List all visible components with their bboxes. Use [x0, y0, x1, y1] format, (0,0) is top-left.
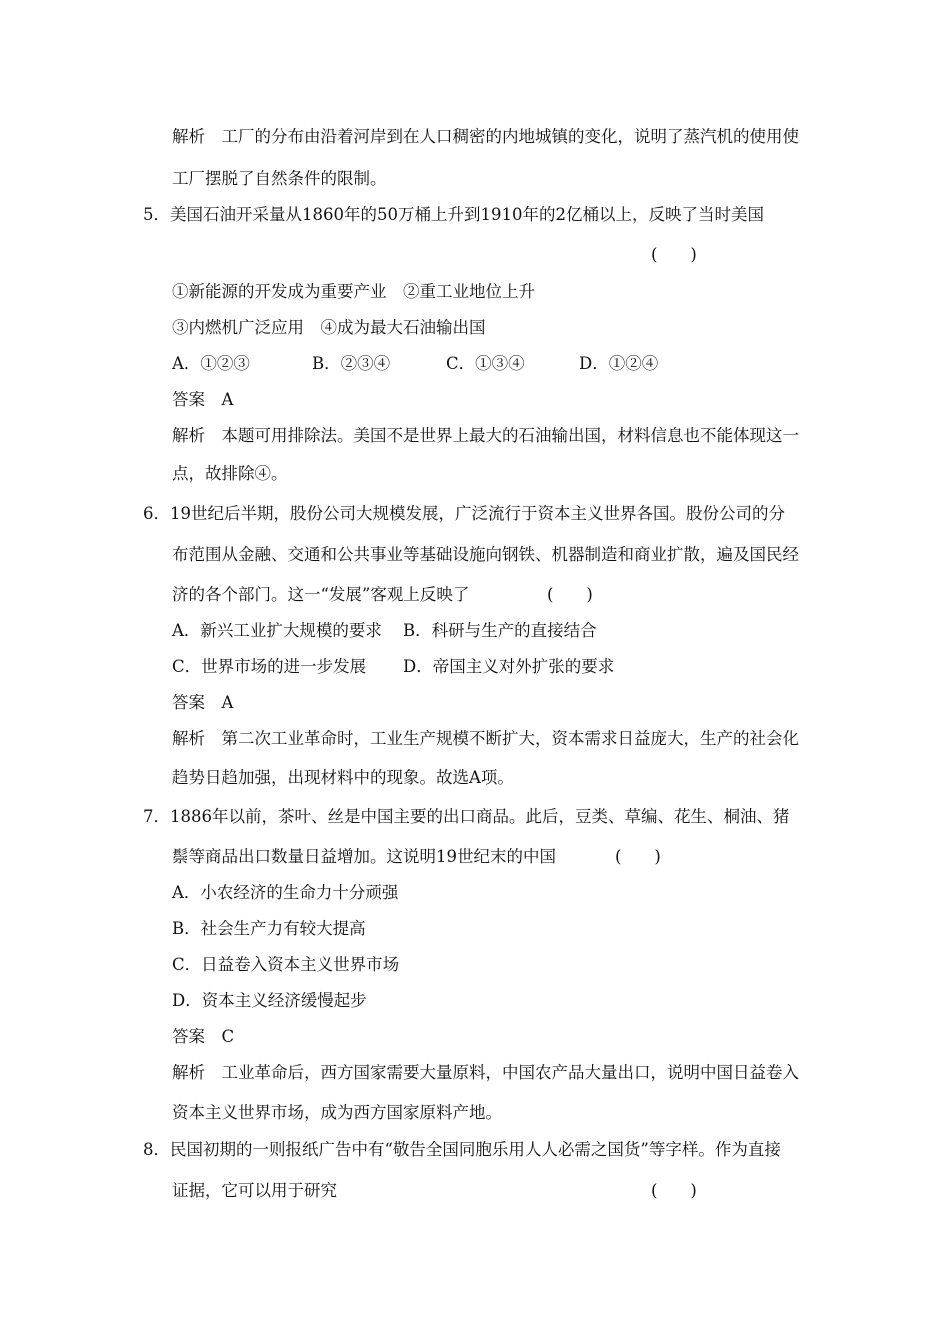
q5-choice-d: D．①②④: [579, 354, 659, 373]
q7-stem-line1: 7．1886年以前，茶叶、丝是中国主要的出口商品。此后，豆类、草编、花生、桐油、猪: [143, 807, 790, 826]
q5-answer-paren: ( ): [651, 245, 697, 264]
q6-choice-a: A．新兴工业扩大规模的要求: [172, 621, 382, 640]
q5-choice-b: B．②③④: [312, 354, 391, 373]
q5-option-line1: ①新能源的开发成为重要产业 ②重工业地位上升: [172, 282, 535, 301]
q7-analysis-line1: 解析 工业革命后，西方国家需要大量原料，中国农产品大量出口，说明中国日益卷入: [172, 1063, 799, 1082]
q8-stem-line2: 证据，它可以用于研究: [172, 1181, 337, 1200]
q7-answer-paren: ( ): [615, 847, 661, 866]
q7-choice-d: D．资本主义经济缓慢起步: [172, 991, 367, 1010]
q8-stem-line1: 8．民国初期的一则报纸广告中有“敬告全国同胞乐用人人必需之国货”等字样。作为直接: [143, 1140, 781, 1159]
q6-analysis-line1: 解析 第二次工业革命时，工业生产规模不断扩大，资本需求日益庞大，生产的社会化: [172, 729, 799, 748]
q5-stem-line1: 5．美国石油开采量从1860年的50万桶上升到1910年的2亿桶以上，反映了当时美国: [143, 205, 764, 224]
q6-answer-paren: ( ): [547, 585, 593, 604]
q5-answer: 答案 A: [172, 390, 234, 409]
q7-choice-b: B．社会生产力有较大提高: [172, 919, 366, 938]
q5-choice-c: C．①③④: [446, 354, 525, 373]
q6-stem-line3: 济的各个部门。这一“发展”客观上反映了: [172, 585, 470, 604]
q6-choice-b: B．科研与生产的直接结合: [403, 621, 597, 640]
q4-analysis-line1: 解析 工厂的分布由沿着河岸到在人口稠密的内地城镇的变化，说明了蒸汽机的使用使: [172, 127, 799, 146]
q6-answer: 答案 A: [172, 693, 234, 712]
q8-answer-paren: ( ): [651, 1181, 697, 1200]
q7-analysis-line2: 资本主义世界市场，成为西方国家原料产地。: [172, 1103, 502, 1122]
q5-choice-a: A．①②③: [172, 354, 250, 373]
q5-analysis-line2: 点，故排除④。: [172, 464, 288, 483]
q4-analysis-line2: 工厂摆脱了自然条件的限制。: [172, 169, 387, 188]
q6-stem-line2: 布范围从金融、交通和公共事业等基础设施向钢铁、机器制造和商业扩散，遍及国民经: [172, 545, 799, 564]
q7-answer: 答案 C: [172, 1027, 235, 1046]
q7-choice-a: A．小农经济的生命力十分顽强: [172, 883, 399, 902]
q6-choice-d: D．帝国主义对外扩张的要求: [403, 657, 615, 676]
q7-stem-line2: 鬃等商品出口数量日益增加。这说明19世纪末的中国: [172, 847, 556, 866]
q6-analysis-line2: 趋势日趋加强，出现材料中的现象。故选A项。: [172, 768, 514, 787]
q6-stem-line1: 6．19世纪后半期，股份公司大规模发展，广泛流行于资本主义世界各国。股份公司的分: [143, 504, 785, 523]
q6-choice-c: C．世界市场的进一步发展: [172, 657, 367, 676]
q5-analysis-line1: 解析 本题可用排除法。美国不是世界上最大的石油输出国，材料信息也不能体现这一: [172, 426, 799, 445]
q7-choice-c: C．日益卷入资本主义世界市场: [172, 955, 400, 974]
q5-option-line2: ③内燃机广泛应用 ④成为最大石油输出国: [172, 318, 486, 337]
